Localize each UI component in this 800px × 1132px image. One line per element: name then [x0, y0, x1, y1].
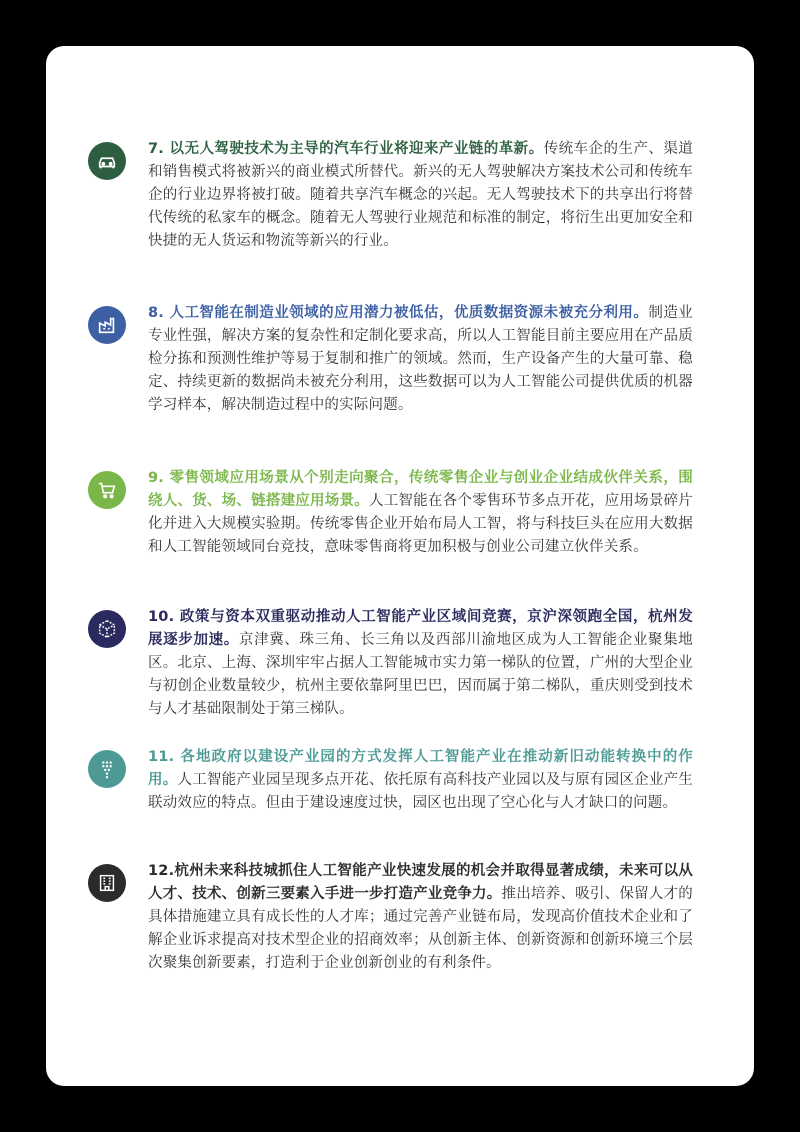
network-icon — [88, 750, 126, 788]
section-8-body: 制造业专业性强，解决方案的复杂性和定制化要求高，所以人工智能目前主要应用在产品质检分拣和预测性维护等易于复制和推广的领域。然而，生产设备产生的大量可靠、稳定、持续更新的数据尚未被充分利用，这些数据可以为人工智能公司提供优质的机器学习样本，解决制造过程中的实际问题。 — [148, 305, 693, 413]
cube-icon — [88, 610, 126, 648]
building-icon — [88, 864, 126, 902]
section-12-text — [148, 860, 693, 975]
section-12-heading: 12.杭州未来科技城抓住人工智能产业快速发展的机会并取得显著成绩，未来可以从人才、技术、创新三要素入手进一步打造产业竞争力。 — [148, 863, 693, 902]
section-9-heading: 9. 零售领域应用场景从个别走向聚合，传统零售企业与创业企业结成伙伴关系，围绕人、货、场、链搭建应用场景。 — [148, 470, 693, 509]
section-7-text — [148, 138, 693, 253]
section-9-body: 人工智能在各个零售环节多点开花，应用场景碎片化并进入大规模实验期。传统零售企业开始布局人工智，将与科技巨头在应用大数据和人工智能领域同台竞技，意味零售商将更加积极与创业公司建立伙伴关系。 — [148, 493, 694, 555]
section-10-body: 京津冀、珠三角、长三角以及西部川渝地区成为人工智能企业聚集地区。北京、上海、深圳牢牢占据人工智能城市实力第一梯队的位置，广州的大型企业与初创企业数量较少，杭州主要依靠阿里巴巴，因而属于第二梯队，重庆则受到技术与人才基础限制处于第三梯队。 — [148, 632, 694, 717]
section-12-body: 推出培养、吸引、保留人才的具体措施建立具有成长性的人才库；通过完善产业链布局，发现高价值技术企业和了解企业诉求提高对技术型企业的招商效率；从创新主体、创新资源和创新环境三个层次聚集创新要素，打造利于企业创新创业的有利条件。 — [148, 886, 693, 971]
section-7-heading: 7. 以无人驾驶技术为主导的汽车行业将迎来产业链的革新。 — [148, 141, 544, 157]
factory-icon — [88, 306, 126, 344]
section-11-heading: 11. 各地政府以建设产业园的方式发挥人工智能产业在推动新旧动能转换中的作用。 — [148, 749, 693, 788]
section-10-text — [148, 606, 693, 721]
section-7-body: 传统车企的生产、渠道和销售模式将被新兴的商业模式所替代。新兴的无人驾驶解决方案技术公司和传统车企的行业边界将被打破。随着共享汽车概念的兴起。无人驾驶技术下的共享出行将替代传统的私家车的概念。随着无人驾驶行业规范和标准的制定，将衍生出更加安全和快捷的无人货运和物流等新兴的行业。 — [148, 141, 694, 249]
document-page — [46, 46, 754, 1086]
section-9-text — [148, 467, 693, 559]
section-10-heading: 10. 政策与资本双重驱动推动人工智能产业区域间竞赛，京沪深领跑全国，杭州发展逐步加速。 — [148, 609, 693, 648]
section-8-text — [148, 302, 693, 417]
section-8-heading: 8. 人工智能在制造业领域的应用潜力被低估，优质数据资源未被充分利用。 — [148, 305, 649, 321]
section-11-text — [148, 746, 693, 815]
section-11-body: 人工智能产业园呈现多点开花、依托原有高科技产业园以及与原有园区企业产生联动效应的特点。但由于建设速度过快，园区也出现了空心化与人才缺口的问题。 — [148, 772, 693, 811]
car-icon — [88, 142, 126, 180]
shopping-cart-icon — [88, 471, 126, 509]
